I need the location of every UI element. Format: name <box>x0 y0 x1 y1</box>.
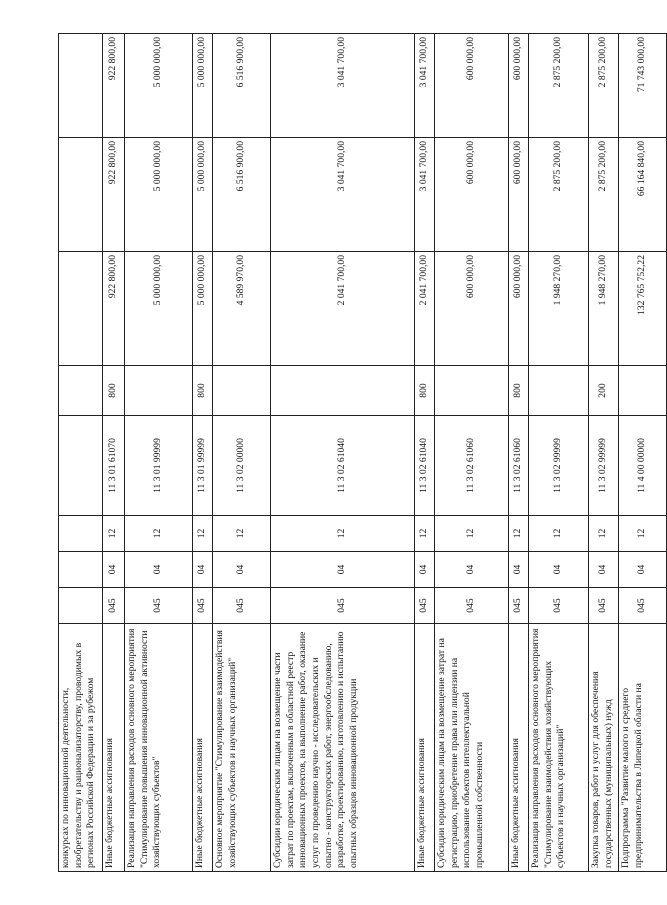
cell-amount-2: 2 875 200,00 <box>589 138 619 252</box>
cell-amount-2: 5 000 000,00 <box>193 138 213 252</box>
cell-amount-1: 1 948 270,00 <box>589 252 619 366</box>
row-name: Закупка товаров, работ и услуг для обеспечения государственных (муниципальных) нужд <box>589 624 619 872</box>
row-name: конкурсах по инновационной деятельности, изобретательству и рационализаторству, проводимых в регионах Российской Федерации и за рубежом <box>59 624 103 872</box>
cell-admin-code: 045 <box>271 588 415 624</box>
cell-amount-2: 6 516 900,00 <box>213 138 271 252</box>
cell-amount-1: 2 041 700,00 <box>415 252 435 366</box>
table-row <box>125 34 193 872</box>
cell-target-article: 11 3 02 61040 <box>415 416 435 516</box>
cell-admin-code: 045 <box>529 588 589 624</box>
cell-target-article: 11 3 01 99999 <box>193 416 213 516</box>
cell-amount-1: 600 000,00 <box>435 252 509 366</box>
cell-admin-code: 045 <box>415 588 435 624</box>
cell-amount-2: 3 041 700,00 <box>415 138 435 252</box>
cell-amount-1: 5 000 000,00 <box>193 252 213 366</box>
cell-admin-code: 045 <box>125 588 193 624</box>
row-name: Иные бюджетные ассигнования <box>193 624 213 872</box>
cell-expense-kind <box>619 366 667 416</box>
row-name: Иные бюджетные ассигнования <box>103 624 125 872</box>
cell-amount-1: 5 000 000,00 <box>125 252 193 366</box>
cell-subsection: 12 <box>271 516 415 552</box>
cell-subsection: 12 <box>619 516 667 552</box>
cell-section <box>59 552 103 588</box>
cell-section: 04 <box>415 552 435 588</box>
cell-target-article: 11 3 02 00000 <box>213 416 271 516</box>
cell-amount-2: 5 000 000,00 <box>125 138 193 252</box>
row-name: Подпрограмма "Развитие малого и среднего предпринимательства в Липецкой области на <box>619 624 667 872</box>
cell-section: 04 <box>589 552 619 588</box>
cell-expense-kind: 800 <box>509 366 529 416</box>
cell-subsection: 12 <box>125 516 193 552</box>
row-name: Основное мероприятие "Стимулирование взаимодействия хозяйствующих субъектов и научных организаций" <box>213 624 271 872</box>
budget-table-rotated <box>58 34 648 872</box>
cell-amount-3: 600 000,00 <box>509 34 529 138</box>
cell-amount-2: 66 164 840,00 <box>619 138 667 252</box>
table-row <box>271 34 415 872</box>
cell-amount-3: 2 875 200,00 <box>589 34 619 138</box>
cell-admin-code: 045 <box>103 588 125 624</box>
row-name: Иные бюджетные ассигнования <box>509 624 529 872</box>
cell-target-article: 11 3 02 61060 <box>509 416 529 516</box>
cell-amount-3 <box>59 34 103 138</box>
cell-target-article <box>59 416 103 516</box>
cell-expense-kind <box>213 366 271 416</box>
cell-admin-code <box>59 588 103 624</box>
cell-amount-3: 5 000 000,00 <box>193 34 213 138</box>
cell-target-article: 11 3 01 61070 <box>103 416 125 516</box>
cell-subsection: 12 <box>193 516 213 552</box>
cell-amount-1: 1 948 270,00 <box>529 252 589 366</box>
cell-target-article: 11 3 02 99999 <box>529 416 589 516</box>
row-name: Реализация направления расходов основного мероприятия "Стимулирование повышения инновационной активности хозяйствующих субъектов" <box>125 624 193 872</box>
cell-amount-3: 600 000,00 <box>435 34 509 138</box>
cell-subsection <box>59 516 103 552</box>
cell-amount-2: 2 875 200,00 <box>529 138 589 252</box>
cell-admin-code: 045 <box>435 588 509 624</box>
cell-amount-2: 600 000,00 <box>509 138 529 252</box>
cell-subsection: 12 <box>435 516 509 552</box>
table-row <box>103 34 125 872</box>
table-row <box>213 34 271 872</box>
cell-amount-1: 922 800,00 <box>103 252 125 366</box>
cell-amount-3: 3 041 700,00 <box>415 34 435 138</box>
table-row <box>435 34 509 872</box>
cell-section: 04 <box>125 552 193 588</box>
cell-target-article: 11 3 02 61040 <box>271 416 415 516</box>
cell-amount-1: 4 589 970,00 <box>213 252 271 366</box>
cell-target-article: 11 4 00 00000 <box>619 416 667 516</box>
cell-target-article: 11 3 02 99999 <box>589 416 619 516</box>
cell-subsection: 12 <box>103 516 125 552</box>
row-name: Субсидии юридическим лицам на возмещение части затрат по проектам, включенным в областной реестр инновационных проектов, на выполнение работ, оказание услуг по проведению научно - исследовательских и опытно - конструкторских работ, энергообследованию, разработке, проектированию, изготовлению и испытанию опытных образцов инновационной продукции <box>271 624 415 872</box>
cell-admin-code: 045 <box>509 588 529 624</box>
cell-section: 04 <box>529 552 589 588</box>
cell-expense-kind: 800 <box>415 366 435 416</box>
cell-amount-3: 2 875 200,00 <box>529 34 589 138</box>
row-name: Иные бюджетные ассигнования <box>415 624 435 872</box>
cell-expense-kind <box>271 366 415 416</box>
row-name: Реализация направления расходов основного мероприятия "Стимулирование взаимодействия хозяйствующих субъектов и научных организаций" <box>529 624 589 872</box>
cell-admin-code: 045 <box>213 588 271 624</box>
cell-subsection: 12 <box>213 516 271 552</box>
table-row <box>509 34 529 872</box>
cell-section: 04 <box>435 552 509 588</box>
cell-amount-1: 2 041 700,00 <box>271 252 415 366</box>
cell-amount-2 <box>59 138 103 252</box>
cell-expense-kind <box>125 366 193 416</box>
cell-expense-kind: 200 <box>589 366 619 416</box>
table-row <box>529 34 589 872</box>
cell-amount-1: 600 000,00 <box>509 252 529 366</box>
cell-section: 04 <box>271 552 415 588</box>
cell-section: 04 <box>509 552 529 588</box>
cell-amount-3: 6 516 900,00 <box>213 34 271 138</box>
cell-section: 04 <box>103 552 125 588</box>
cell-amount-3: 5 000 000,00 <box>125 34 193 138</box>
cell-section: 04 <box>619 552 667 588</box>
cell-subsection: 12 <box>589 516 619 552</box>
cell-admin-code: 045 <box>193 588 213 624</box>
row-name: Субсидии юридическим лицам на возмещение затрат на регистрацию, приобретение права или лицензии на использование объектов интеллектуальной промышленной собственности <box>435 624 509 872</box>
cell-amount-2: 3 041 700,00 <box>271 138 415 252</box>
table-row <box>193 34 213 872</box>
cell-target-article: 11 3 01 99999 <box>125 416 193 516</box>
cell-expense-kind <box>529 366 589 416</box>
cell-target-article: 11 3 02 61060 <box>435 416 509 516</box>
cell-expense-kind <box>435 366 509 416</box>
cell-amount-2: 922 800,00 <box>103 138 125 252</box>
cell-amount-3: 922 800,00 <box>103 34 125 138</box>
cell-subsection: 12 <box>509 516 529 552</box>
table-row <box>619 34 667 872</box>
table-row <box>415 34 435 872</box>
table-row <box>59 34 103 872</box>
cell-expense-kind <box>59 366 103 416</box>
table-body <box>59 34 667 872</box>
cell-amount-1 <box>59 252 103 366</box>
cell-subsection: 12 <box>415 516 435 552</box>
cell-admin-code: 045 <box>589 588 619 624</box>
cell-section: 04 <box>193 552 213 588</box>
budget-table <box>58 33 667 872</box>
cell-admin-code: 045 <box>619 588 667 624</box>
cell-expense-kind: 800 <box>193 366 213 416</box>
cell-amount-1: 132 765 752,22 <box>619 252 667 366</box>
cell-amount-2: 600 000,00 <box>435 138 509 252</box>
cell-amount-3: 3 041 700,00 <box>271 34 415 138</box>
table-row <box>589 34 619 872</box>
cell-amount-3: 71 743 000,00 <box>619 34 667 138</box>
cell-subsection: 12 <box>529 516 589 552</box>
cell-section: 04 <box>213 552 271 588</box>
cell-expense-kind: 800 <box>103 366 125 416</box>
